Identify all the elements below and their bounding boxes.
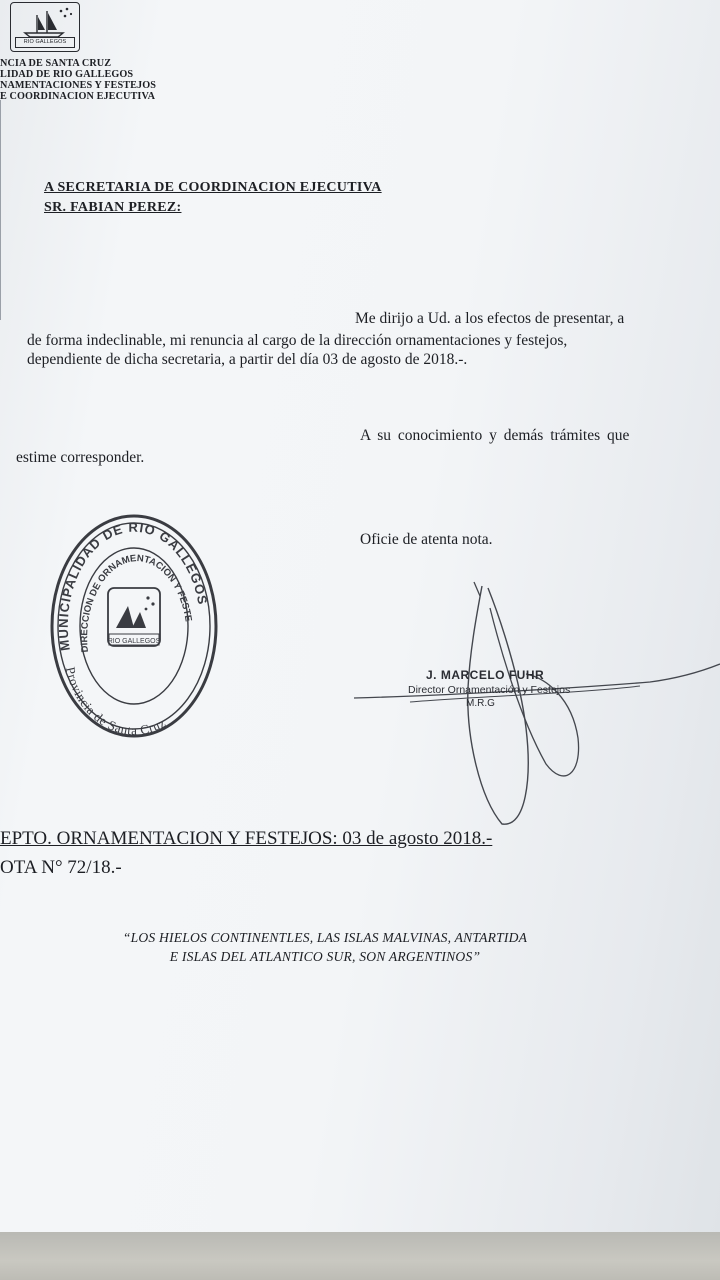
signature-block: [408, 668, 570, 709]
motto: [0, 928, 650, 966]
official-stamp: [48, 510, 220, 742]
signatory-name: J. MARCELO FUHR: [426, 668, 545, 682]
stamp-bottom-text: Provincia de Santa Cruz: [62, 665, 169, 738]
body-paragraph-1-line-3: dependiente de dicha secretaria, a partir del día 03 de agosto de 2018.-.: [27, 351, 468, 368]
body-paragraph-1-line-1: Me dirijo a Ud. a los efectos de presentar, a: [355, 310, 625, 327]
municipal-crest-logo: [10, 2, 80, 52]
letterhead-line: NAMENTACIONES Y FESTEJOS: [0, 80, 156, 91]
body-paragraph-1-line-2: de forma indeclinable, mi renuncia al cargo de la dirección ornamentaciones y festejos,: [27, 332, 568, 349]
body-paragraph-2-line-1: A su conocimiento y demás trámites que: [360, 427, 630, 444]
addressee: [44, 178, 382, 218]
letterhead-line: E COORDINACION EJECUTIVA: [0, 91, 156, 102]
motto-line-2: E ISLAS DEL ATLANTICO SUR, SON ARGENTINOS”: [169, 949, 481, 964]
addressee-office: A SECRETARIA DE COORDINACION EJECUTIVA: [44, 180, 382, 195]
note-number: OTA N° 72/18.-: [0, 857, 122, 878]
crest-label: RIO GALLEGOS: [15, 37, 75, 48]
signatory-role: Director Ornamentación y Festejos: [408, 684, 571, 696]
stamp-outer-text: MUNICIPALIDAD DE RIO GALLEGOS: [55, 519, 211, 652]
body-paragraph-2-line-2: estime corresponder.: [16, 449, 145, 466]
closing-line: Oficie de atenta nota.: [360, 531, 493, 548]
addressee-name: SR. FABIAN PEREZ:: [44, 200, 182, 215]
letterhead: [0, 58, 156, 102]
motto-line-1: “LOS HIELOS CONTINENTLES, LAS ISLAS MALVINAS, ANTARTIDA: [122, 930, 528, 945]
svg-text:Provincia de Santa Cruz: [63, 665, 168, 737]
letterhead-line: LIDAD DE RIO GALLEGOS: [0, 69, 134, 80]
paper-edge-line: [0, 100, 5, 320]
stamp-crest-icon: [108, 588, 161, 646]
ship-icon: [11, 3, 78, 39]
signatory-org: M.R.G: [466, 698, 495, 709]
stamp-crest-label: RIO GALLEGOS: [107, 638, 161, 645]
stamp-inner-text: DIRECCION DE ORNAMENTACION Y FESTE: [79, 553, 194, 653]
department-date-line: EPTO. ORNAMENTACION Y FESTEJOS: 03 de agosto 2018.-: [0, 828, 493, 849]
table-surface: [0, 1232, 720, 1280]
letterhead-line: NCIA DE SANTA CRUZ: [0, 58, 112, 69]
